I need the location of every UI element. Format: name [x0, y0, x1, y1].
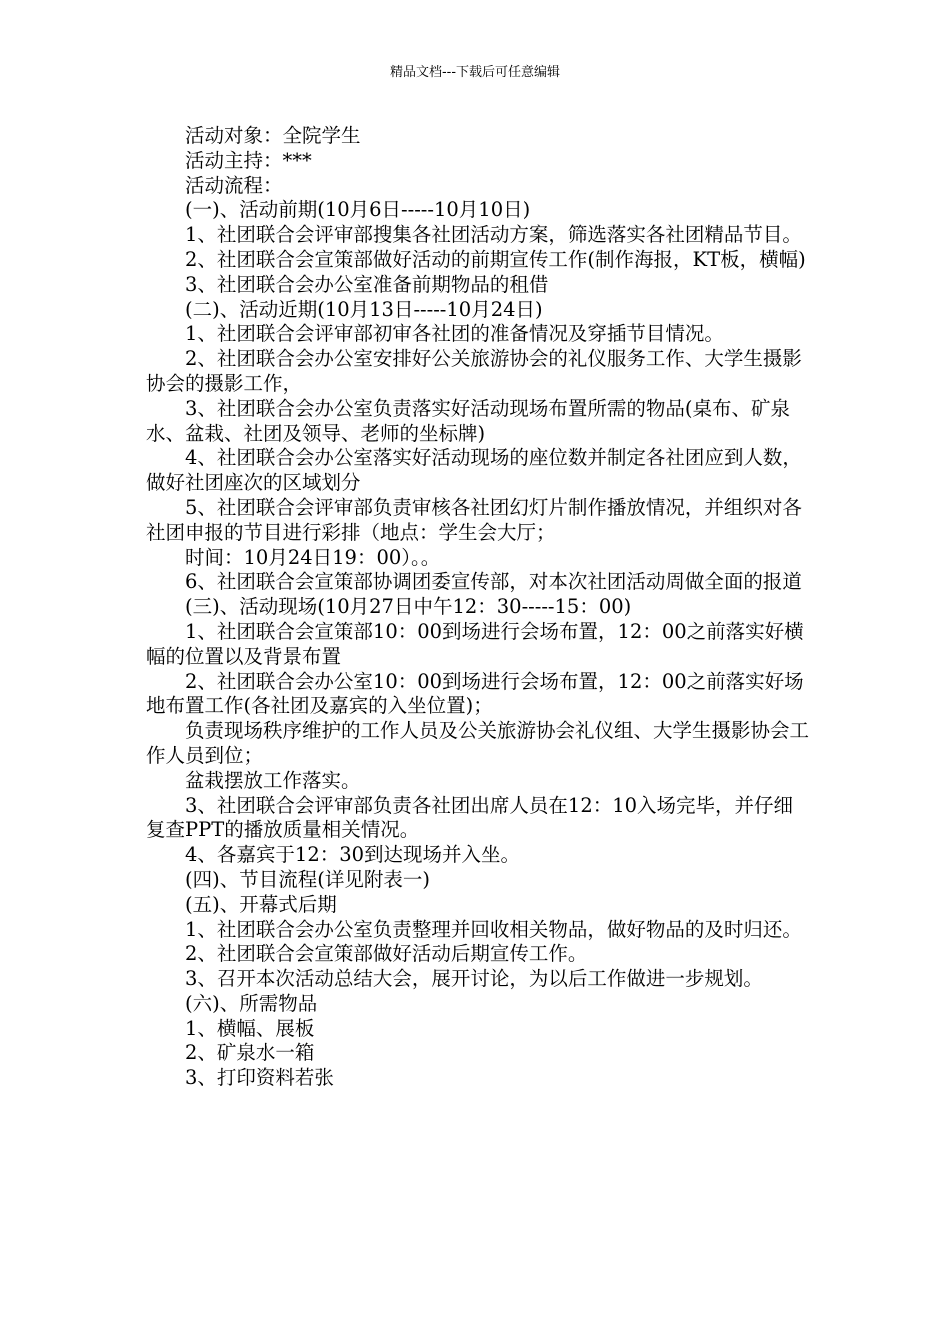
paragraph: 3、召开本次活动总结大会，展开讨论，为以后工作做进一步规划。 [185, 967, 763, 991]
paragraph: 1、横幅、展板 [185, 1016, 315, 1040]
paragraph: 3、社团联合会评审部负责各社团出席人员在12：10入场完毕，并仔细复查PPT的播放质量相关情况。 [146, 793, 794, 842]
section-heading: (一)、活动前期(10月6日-----10月10日) [185, 198, 531, 222]
paragraph: 1、社团联合会评审部搜集各社团活动方案，筛选落实各社团精品节目。 [185, 223, 802, 247]
paragraph: 3、社团联合会办公室负责落实好活动现场布置所需的物品(桌布、矿泉水、盆栽、社团及领导、老师的坐标牌) [146, 396, 791, 445]
section-heading: (二)、活动近期(10月13日-----10月24日) [185, 297, 543, 321]
document-body [146, 124, 812, 1091]
paragraph: 1、社团联合会宣策部10：00到场进行会场布置，12：00之前落实好横幅的位置以及背景布置 [146, 619, 804, 668]
section-heading: (六)、所需物品 [185, 991, 318, 1015]
section-heading: (四)、节目流程(详见附表一) [185, 867, 430, 891]
paragraph: 1、社团联合会评审部初审各社团的准备情况及穿插节目情况。 [185, 322, 724, 346]
paragraph: 盆栽摆放工作落实。 [185, 768, 361, 792]
paragraph: 4、各嘉宾于12：30到达现场并入坐。 [185, 843, 521, 867]
paragraph: 活动对象：全院学生 [185, 124, 361, 147]
page-header: 精品文档---下载后可任意编辑 [389, 65, 561, 80]
paragraph: 活动流程： [185, 173, 283, 197]
paragraph: 6、社团联合会宣策部协调团委宣传部，对本次社团活动周做全面的报道 [185, 570, 802, 594]
section-heading: (三)、活动现场(10月27日中午12：30-----15：00) [185, 595, 632, 619]
paragraph: 时间：10月24日19：00）。。 [185, 545, 441, 569]
paragraph: 2、社团联合会办公室安排好公关旅游协会的礼仪服务工作、大学生摄影协会的摄影工作， [146, 347, 802, 395]
paragraph: 5、社团联合会评审部负责审核各社团幻灯片制作播放情况，并组织对各社团申报的节目进行彩排（地点：学生会大厅； [146, 495, 802, 544]
paragraph: 3、打印资料若张 [185, 1066, 334, 1090]
paragraph: 3、社团联合会办公室准备前期物品的租借 [185, 272, 549, 296]
paragraph: 2、社团联合会办公室10：00到场进行会场布置，12：00之前落实好场地布置工作(各社团及嘉宾的入坐位置)； [146, 669, 804, 718]
paragraph: 2、矿泉水一箱 [185, 1041, 315, 1065]
paragraph: 2、社团联合会宣策部做好活动后期宣传工作。 [185, 942, 588, 966]
paragraph: 2、社团联合会宣策部做好活动的前期宣传工作(制作海报，KT板，横幅) [185, 247, 806, 271]
paragraph: 4、社团联合会办公室落实好活动现场的座位数并制定各社团应到人数，做好社团座次的区域划分 [146, 446, 802, 495]
section-heading: (五)、开幕式后期 [185, 892, 337, 916]
paragraph: 负责现场秩序维护的工作人员及公关旅游协会礼仪组、大学生摄影协会工作人员到位； [146, 719, 810, 767]
paragraph: 1、社团联合会办公室负责整理并回收相关物品，做好物品的及时归还。 [185, 917, 802, 941]
paragraph: 活动主持：*** [185, 148, 312, 172]
